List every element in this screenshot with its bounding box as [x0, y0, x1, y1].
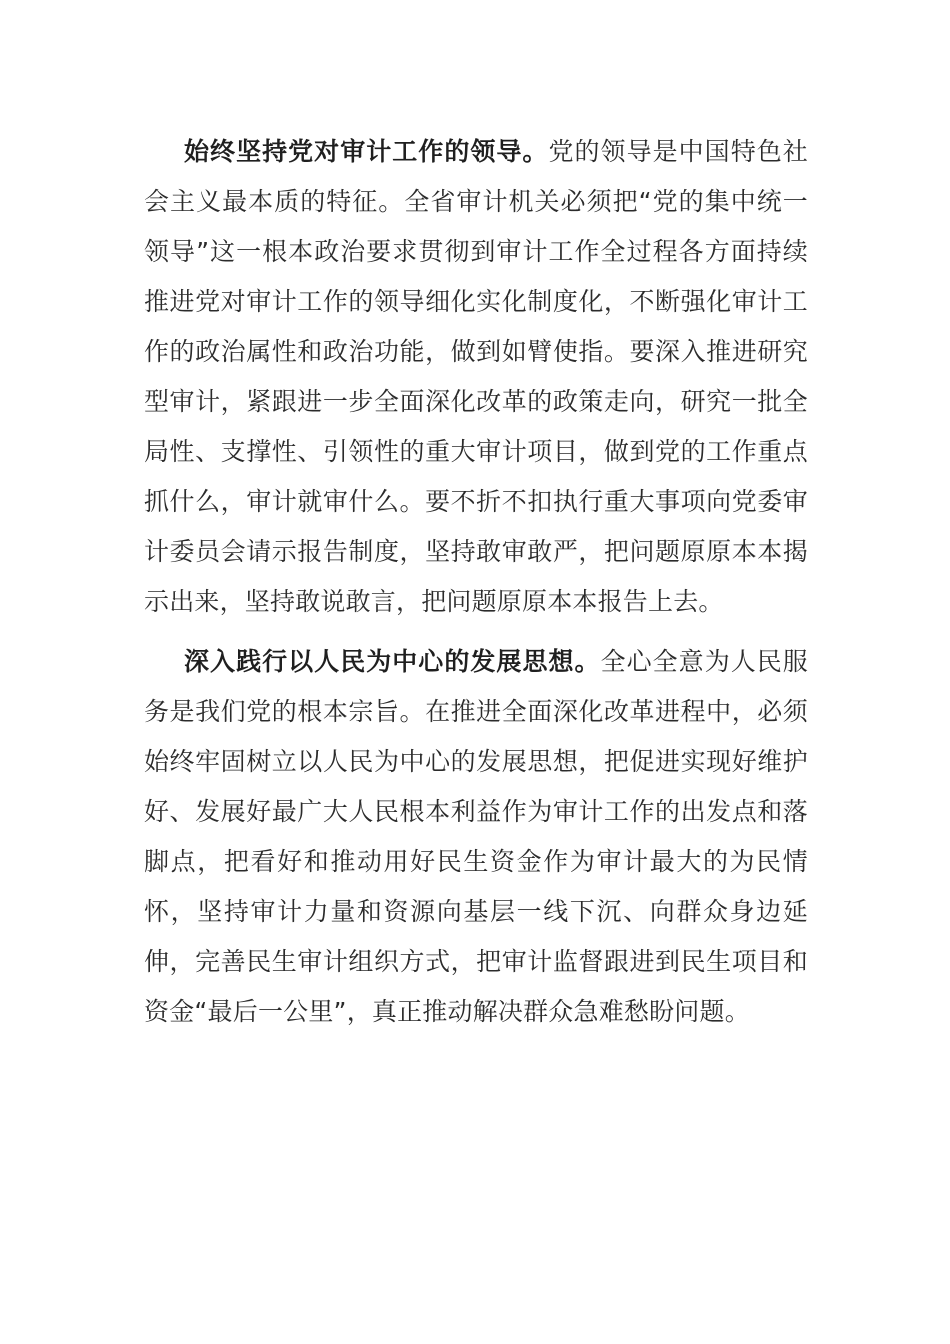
paragraph-heading: 深入践行以人民为中心的发展思想。 [184, 647, 601, 676]
paragraph-party-leadership [144, 127, 808, 627]
paragraph-people-centered [144, 637, 808, 1037]
paragraph-heading: 始终坚持党对审计工作的领导。 [184, 137, 549, 166]
paragraph-text: 党的领导是中国特色社会主义最本质的特征。全省审计机关必须把“党的集中统一领导”这一根本政治要求贯彻到审计工作全过程各方面持续推进党对审计工作的领导细化实化制度化，不断强化审计工作的政治属性和政治功能，做到如臂使指。要深入推进研究型审计，紧跟进一步全面深化改革的政策走向，研究一批全局性、支撑性、引领性的重大审计项目，做到党的工作重点抓什么，审计就审什么。要不折不扣执行重大事项向党委审计委员会请示报告制度，坚持敢审敢严，把问题原原本本揭示出来，坚持敢说敢言，把问题原原本本报告上去。 [144, 137, 808, 616]
paragraph-text: 全心全意为人民服务是我们党的根本宗旨。在推进全面深化改革进程中，必须始终牢固树立以人民为中心的发展思想，把促进实现好维护好、发展好最广大人民根本利益作为审计工作的出发点和落脚点，把看好和推动用好民生资金作为审计最大的为民情怀，坚持审计力量和资源向基层一线下沉、向群众身边延伸，完善民生审计组织方式，把审计监督跟进到民生项目和资金“最后一公里”，真正推动解决群众急难愁盼问题。 [144, 647, 809, 1026]
article-body [144, 127, 808, 1037]
